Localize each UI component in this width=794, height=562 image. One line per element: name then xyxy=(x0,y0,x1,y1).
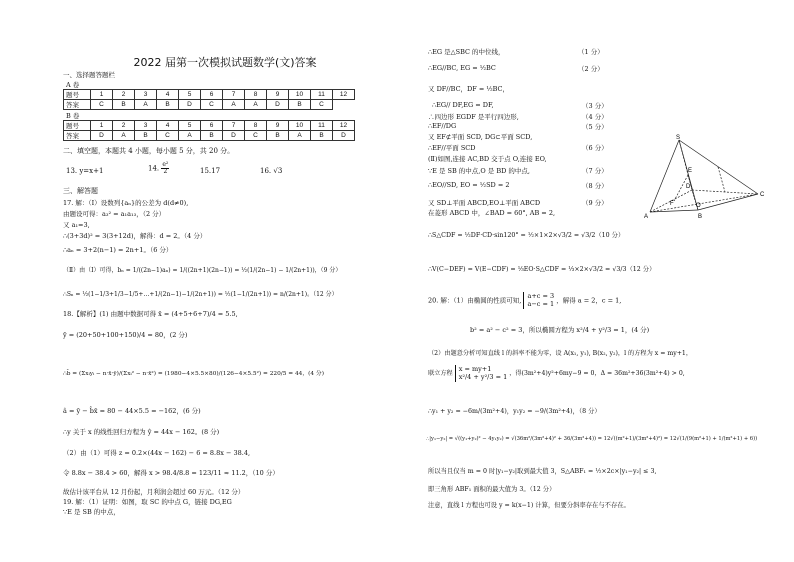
label-d: D xyxy=(686,184,691,190)
answer-cell: 7 xyxy=(223,90,245,100)
table-row xyxy=(64,100,355,110)
q17-line: ∴aₙ = 3+2(n−1) = 2n+1。（6 分） xyxy=(63,246,173,254)
pyramid-figure xyxy=(640,132,768,220)
answer-cell: A xyxy=(113,131,135,141)
q20-line xyxy=(428,365,685,382)
answer-cell: D xyxy=(267,100,289,110)
score: （6 分） xyxy=(582,144,608,152)
score: （7 分） xyxy=(582,167,608,175)
q20-line: （2）由题意分析可知直线 l 的斜率不能为零，设 A(x₁, y₁), B(x₂, y₂)，l 的方程为 x = my+1， xyxy=(428,350,693,357)
answer-cell: 11 xyxy=(311,121,333,131)
score: （9 分） xyxy=(582,199,608,207)
score: （3 分） xyxy=(582,102,608,110)
label-b: B xyxy=(698,214,703,220)
answer-cell: A xyxy=(179,131,201,141)
answer-cell: A xyxy=(135,100,157,110)
answer-cell: B xyxy=(135,131,157,141)
equation-system xyxy=(523,292,554,309)
q20-note: 注意，直线 l 方程也可设 y = k(x−1) 计算，但要分斜率存在与不存在。 xyxy=(428,502,630,509)
answer-cell: B xyxy=(267,131,289,141)
page-title: 2022 届第一次模拟试题数学(文)答案 xyxy=(133,56,317,69)
q18-line: ∴b̂ = (Σxᵢyᵢ − n·x̄·ȳ)/(Σxᵢ² − n·x̄²) = (1980−4×5.5×80)/(126−4×5.5²) = 220/5 = 44，(4 分) xyxy=(63,371,324,377)
equation: a+c = 3 xyxy=(527,292,555,300)
answer-cell: A xyxy=(223,100,245,110)
q19-line: 在菱形 ABCD 中，∠BAD = 60°, AB = 2, xyxy=(428,209,556,217)
label-a: A xyxy=(644,214,649,220)
answer-cell: 8 xyxy=(245,121,267,131)
label-f: F xyxy=(670,201,674,207)
volume-a-label: A 卷 xyxy=(66,81,80,89)
answer-cell: B xyxy=(311,131,333,141)
q19-line: ∴EG 是△SBC 的中位线， xyxy=(428,48,505,56)
answer-cell: D xyxy=(179,100,201,110)
answer-14-label: 14. xyxy=(148,164,160,173)
q18-line: ȳ = (20+50+100+150)/4 = 80，(2 分) xyxy=(63,331,188,339)
answer-cell: 12 xyxy=(333,90,355,100)
section-solution-heading: 三、解答题 xyxy=(63,187,98,195)
table-row xyxy=(64,90,355,100)
label-c: C xyxy=(760,192,765,198)
answer-cell: C xyxy=(91,100,113,110)
section-fill-heading: 二、填空题，本题共 4 小题，每小题 5 分，共 20 分。 xyxy=(63,147,235,155)
score: （4 分） xyxy=(582,113,608,121)
volume-b-label: B 卷 xyxy=(66,112,80,120)
q19-line: ∴EO//SD, EO = ½SD = 2 xyxy=(428,181,510,189)
q19-line: ∴四边形 EGDF 是平行四边形, xyxy=(428,113,519,121)
answer-cell: 3 xyxy=(135,90,157,100)
q19-line: 19. 解：（1）证明：如图，取 SC 的中点 G，链接 DG,EG xyxy=(63,498,232,506)
q19-line: ∴EG// DF,EG = DF, xyxy=(432,101,494,109)
label-s: S xyxy=(676,135,681,141)
q18-line: （2）由（1）可得 z = 0.2×(44x − 162) − 6 = 8.8x − 38.4, xyxy=(63,449,251,457)
answer-cell: A xyxy=(245,100,267,110)
answer-cell: B xyxy=(113,100,135,110)
section-choice-heading: 一、选择题答题栏 xyxy=(63,71,115,79)
answer-cell: D xyxy=(333,131,355,141)
answer-cell: 1 xyxy=(91,121,113,131)
equation: x²/4 + y²/3 = 1 xyxy=(458,373,508,382)
answer-cell: 4 xyxy=(157,121,179,131)
q20-line: b² = a² − c² = 3，所以椭圆方程为 x²/4 + y²/3 = 1，(4 分) xyxy=(470,326,650,334)
table-row xyxy=(64,121,355,131)
q20-line: ∴|y₁−y₂| = √((y₁+y₂)² − 4y₁y₂) = √(36m²/(3m²+4)² + 36/(3m²+4)) = 12√((m²+1)/(3m²+4)²) = 12√(1/(9(m²+1) + 1/(m²+1) + 6)) xyxy=(426,436,758,442)
answer-cell: C xyxy=(311,100,333,110)
score: （1 分） xyxy=(578,48,604,56)
q17-line: 17. 解：（Ⅰ）设数列{aₙ}的公差为 d(d≠0), xyxy=(63,199,189,207)
equation: x = my+1 xyxy=(458,365,492,373)
equation: a−c = 1 xyxy=(527,300,555,309)
equation-system xyxy=(455,365,508,382)
answer-table-b xyxy=(63,120,355,141)
answer-14 xyxy=(148,162,169,175)
q17-line: （Ⅱ）由（Ⅰ）可得，bₙ = 1/((2n−1)aₙ) = 1/((2n+1)(2n−1)) = ½(1/(2n−1) − 1/(2n+1))，（9 分） xyxy=(63,267,342,274)
answer-cell: 12 xyxy=(333,121,355,131)
answer-16: 16. √3 xyxy=(260,167,283,175)
score: （2 分） xyxy=(578,65,604,73)
answer-cell: 9 xyxy=(267,121,289,131)
answer-cell: 3 xyxy=(135,121,157,131)
q18-line: 故估计该平台从 12 月份起，月利润会超过 60 万元。（12 分） xyxy=(63,488,245,496)
answer-cell: 10 xyxy=(289,90,311,100)
q19-line: ∴EF//DG xyxy=(428,122,457,130)
q20-line: ∴y₁ + y₂ = −6m/(3m²+4)，y₁y₂ = −9/(3m²+4)，（8 分） xyxy=(428,408,601,415)
answer-cell: 9 xyxy=(267,90,289,100)
q18-line: 18.【解析】(1) 由题中数据可得 x̄ = (4+5+6+7)/4 = 5.5, xyxy=(63,310,238,318)
score: （5 分） xyxy=(582,123,608,131)
answer-cell: 6 xyxy=(201,90,223,100)
q20-quadratic: ，得(3m²+4)y²+6my−9 = 0，Δ = 36m²+36(3m²+4) > 0, xyxy=(509,369,685,377)
q17-line: ∴Sₙ = ½(1−1/3+1/3−1/5+…+1/(2n−1)−1/(2n+1)) = ½(1−1/(2n+1)) = n/(2n+1)。（12 分） xyxy=(63,291,338,298)
q19-line: (Ⅱ)如图,连接 AC,BD 交于点 O,连接 EO, xyxy=(428,155,547,163)
q19-line: ∵E 是 SB 的中点， xyxy=(63,508,120,516)
denominator: 2 xyxy=(163,168,168,175)
answer-cell: B xyxy=(157,100,179,110)
answer-cell: D xyxy=(91,131,113,141)
answer-cell: 8 xyxy=(245,90,267,100)
q19-line: 又 SD⊥平面 ABCD,EO⊥平面 ABCD xyxy=(428,199,541,207)
answer-15: 15.17 xyxy=(200,167,221,175)
answer-cell: D xyxy=(223,131,245,141)
answer-cell: A xyxy=(289,131,311,141)
row-header-cell: 题号 xyxy=(64,90,91,100)
q19-line: ∵E 是 SB 的中点,O 是 BD 的中点, xyxy=(428,167,530,175)
label-o: O xyxy=(696,203,701,209)
numerator: e² xyxy=(162,161,169,168)
q19-line: ∴EF//平面 SCD xyxy=(428,144,476,152)
q19-line: 又 EF⊄平面 SCD, DG⊂平面 SCD, xyxy=(428,133,533,141)
answer-cell: 2 xyxy=(113,121,135,131)
answer-cell: 10 xyxy=(289,121,311,131)
q20-line: 即三角形 ABF₁ 面积的最大值为 3。（12 分） xyxy=(428,486,556,493)
answer-cell: 5 xyxy=(179,90,201,100)
q18-line: â = ȳ − b̂x̄ = 80 − 44×5.5 = −162，(6 分) xyxy=(63,407,201,415)
q20-line: 所以当且仅当 m = 0 时|y₁−y₂|取到最大值 3，S△ABF₁ = ½×2c×|y₁−y₂| ≤ 3, xyxy=(428,468,657,475)
answer-cell: 5 xyxy=(179,121,201,131)
q17-line: 又 a₁=3, xyxy=(63,221,90,229)
answer-cell: 2 xyxy=(113,90,135,100)
q17-line: ∴(3+3d)² = 3(3+12d)，解得：d = 2。（4 分） xyxy=(63,232,207,240)
q20-line xyxy=(428,292,621,309)
answer-cell: C xyxy=(245,131,267,141)
answer-cell: 7 xyxy=(223,121,245,131)
row-header-cell: 题号 xyxy=(64,121,91,131)
row-header-cell: 答案 xyxy=(64,100,91,110)
q17-line: 由题设可得：a₃² = a₁a₁₃，（2 分） xyxy=(63,210,166,218)
answer-14-fraction xyxy=(161,162,169,175)
answer-cell: 1 xyxy=(91,90,113,100)
label-e: E xyxy=(688,168,693,174)
q19-line: ∴S△CDF = ½DF·CD·sin120° = ½×1×2×√3/2 = √3/2（10 分） xyxy=(428,232,625,239)
score: （8 分） xyxy=(582,182,608,190)
answer-cell: B xyxy=(201,131,223,141)
answer-cell: C xyxy=(201,100,223,110)
answer-cell: C xyxy=(157,131,179,141)
q19-line: 又 DF//BC，DF = ½BC， xyxy=(428,85,510,93)
answer-cell: B xyxy=(289,100,311,110)
answer-13: 13. y=x+1 xyxy=(66,167,104,175)
q18-line: ∴y 关于 x 的线性回归方程为 ŷ = 44x − 162。(8 分) xyxy=(63,428,220,436)
answer-cell: 6 xyxy=(201,121,223,131)
answer-table-a xyxy=(63,89,355,110)
q20-solution: ，解得 a = 2，c = 1, xyxy=(556,296,622,305)
q18-line: 令 8.8x − 38.4 > 60，解得 x > 98.4/8.8 = 123/11 ≈ 11.2，（10 分） xyxy=(63,469,279,477)
q19-line: ∴V(C−DEF) = V(E−CDF) = ⅓EO·S△CDF = ⅓×2×√3/2 = √3/3（12 分） xyxy=(428,266,656,273)
answer-cell: 11 xyxy=(311,90,333,100)
q20-intro: 20. 解：（1）由椭圆的性质可知, xyxy=(428,296,522,305)
answer-cell: 4 xyxy=(157,90,179,100)
q19-line: ∴EG//BC, EG = ½BC xyxy=(428,64,496,72)
table-row xyxy=(64,131,355,141)
row-header-cell: 答案 xyxy=(64,131,91,141)
q20-joint-label: 联立方程 xyxy=(428,369,453,377)
